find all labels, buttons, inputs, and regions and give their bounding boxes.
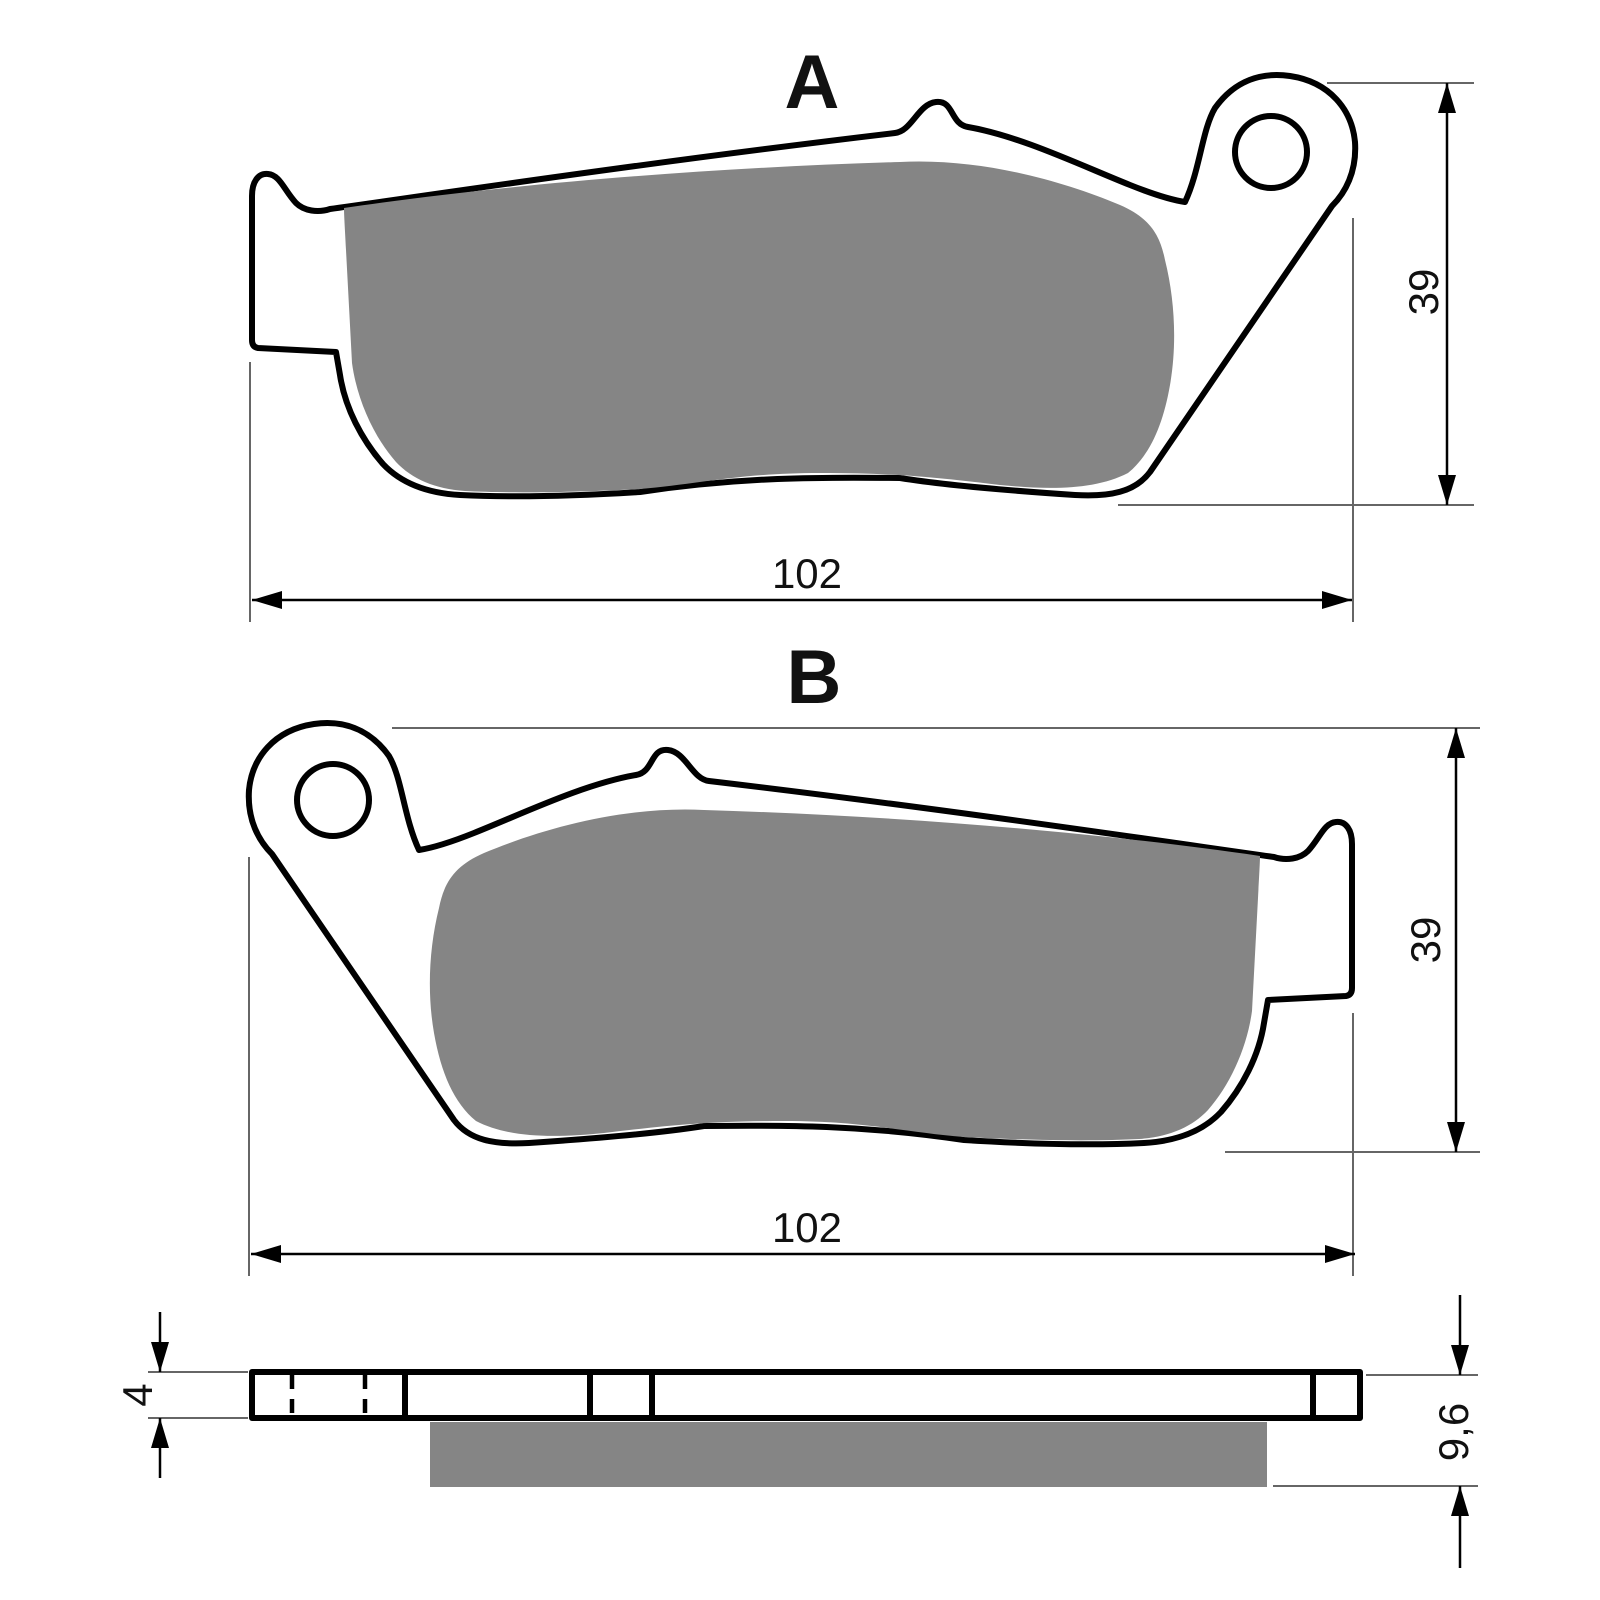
dim-b-height-arrow-up [1447,728,1465,758]
dim-a-width-arrow-left [252,591,282,609]
dim-b-height-text: 39 [1402,916,1449,964]
dim-plate-thickness-text: 4 [114,1383,161,1407]
view-b-label: B [786,635,842,720]
pad-b-outline [249,723,1352,1144]
view-a-label: A [784,40,840,125]
dim-plate-thickness [114,1312,248,1478]
dim-b-height-arrow-down [1447,1122,1465,1152]
dim-b-width-arrow-right [1325,1245,1355,1263]
side-view [252,1372,1360,1487]
pad-a [252,75,1355,496]
dim-total-arrow-down [1451,1345,1469,1375]
pad-b [249,723,1352,1144]
dim-a-height-arrow-down [1438,475,1456,505]
dim-total-arrow-up [1451,1486,1469,1516]
dim-total-thickness [1273,1295,1478,1568]
dim-a-width-text: 102 [771,550,843,597]
dim-b-width-arrow-left [251,1245,281,1263]
side-view-plate [252,1372,1360,1418]
dim-a-height-arrow-up [1438,83,1456,113]
dim-b-width-text: 102 [771,1204,843,1251]
dim-plate-arrow-up [151,1418,169,1448]
dim-total-thickness-text: 9,6 [1430,1402,1477,1462]
dim-plate-arrow-down [151,1342,169,1372]
pad-a-outline [252,75,1355,496]
side-view-friction [430,1422,1267,1487]
dim-a-width-arrow-right [1322,591,1352,609]
dim-a-height-text: 39 [1400,268,1447,316]
